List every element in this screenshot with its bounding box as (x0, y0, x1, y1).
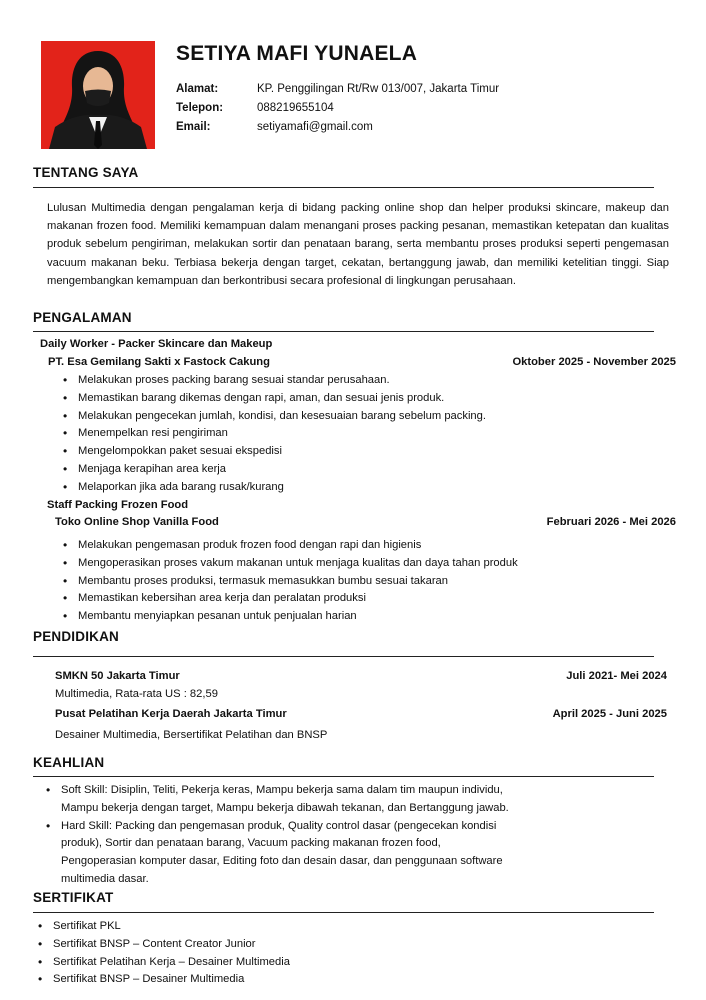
job-company: PT. Esa Gemilang Sakti x Fastock Cakung (48, 356, 270, 368)
list-item: • Memastikan kebersihan area kerja dan peralatan produksi (63, 590, 518, 608)
job-role: Daily Worker - Packer Skincare dan Makeup (40, 338, 273, 350)
list-item: • Melaporkan jika ada barang rusak/kurang (63, 479, 486, 497)
soft-skills-item (46, 782, 509, 818)
about-text: Lulusan Multimedia dengan pengalaman kerja di bidang packing online shop dan helper produksi skincare, makeup dan makanan frozen food. Memiliki kemampuan dalam menangani proses packing pesanan, memastikan ketepatan dan kualitas produk sebelum pengiriman, melakukan sortir dan penataan barang, serta membantu proses produksi seperti pengemasan vacuum makanan beku. Terbiasa bekerja dengan target, cekatan, bertanggung jawab, dan memiliki ketelitian tinggi. Siap mengembangkan kemampuan dan berkontribusi secara profesional di lingkungan perusahaan. (47, 202, 669, 287)
job-period: Oktober 2025 - November 2025 (512, 356, 676, 368)
hard-skills-line: • Hard Skill: Packing dan pengemasan produk, Quality control dasar (pengecekan kondisi (61, 819, 497, 832)
list-item: • Melakukan proses packing barang sesuai standar perusahaan. (63, 372, 486, 390)
school-period: Juli 2021- Mei 2024 (566, 670, 667, 682)
email-label: Email: (176, 121, 211, 133)
soft-skills-line: • Soft Skill: Disiplin, Teliti, Pekerja keras, Mampu bekerja sama dalam tim maupun individu, (61, 784, 503, 796)
list-item: • Memastikan barang dikemas dengan rapi, aman, dan sesuai jenis produk. (63, 390, 486, 408)
school-name: Pusat Pelatihan Kerja Daerah Jakarta Timur (55, 708, 287, 720)
email-value: setiyamafi@gmail.com (257, 121, 373, 133)
hard-skills-item (46, 818, 509, 889)
school-detail: Multimedia, Rata-rata US : 82,59 (55, 688, 218, 700)
education-divider (33, 656, 654, 657)
education-heading: PENDIDIKAN (33, 629, 120, 644)
school-period: April 2025 - Juni 2025 (552, 708, 667, 720)
experience-divider (33, 331, 654, 332)
list-item: • Mengoperasikan proses vakum makanan untuk menjaga kualitas dan daya tahan produk (63, 555, 518, 573)
phone-value: 088219655104 (257, 102, 334, 114)
phone-label: Telepon: (176, 102, 224, 114)
list-item: • Menempelkan resi pengiriman (63, 425, 486, 443)
hard-skills-line: produk), Sortir dan penataan barang, Vacuum packing makanan frozen food, (61, 837, 441, 850)
list-item: • Melakukan pengemasan produk frozen food dengan rapi dan higienis (63, 537, 518, 555)
list-item: • Membantu proses produksi, termasuk memasukkan bumbu sesuai takaran (63, 573, 518, 591)
certificates-list (38, 918, 290, 989)
certificates-divider (33, 912, 654, 913)
list-item: • Membantu menyiapkan pesanan untuk penjualan harian (63, 608, 518, 626)
contact-block (176, 80, 499, 137)
job-role: Staff Packing Frozen Food (47, 499, 189, 511)
skills-list (46, 782, 509, 889)
list-item: • Sertifikat PKL (38, 918, 290, 936)
list-item: • Mengelompokkan paket sesuai ekspedisi (63, 443, 486, 461)
list-item: • Sertifikat BNSP – Desainer Multimedia (38, 971, 290, 989)
job-company: Toko Online Shop Vanilla Food (55, 516, 219, 528)
certificates-heading: SERTIFIKAT (33, 890, 114, 905)
address-value: KP. Penggilingan Rt/Rw 013/007, Jakarta Timur (257, 83, 500, 95)
list-item: • Melakukan pengecekan jumlah, kondisi, dan kesesuaian barang sebelum packing. (63, 408, 486, 426)
skills-heading: KEAHLIAN (33, 755, 105, 770)
about-heading: TENTANG SAYA (33, 165, 139, 180)
hard-skills-line: Pengoperasian komputer dasar, Editing foto dan desain dasar, dan penggunaan software (61, 855, 503, 868)
hard-skills-line: multimedia dasar. (61, 872, 149, 885)
address-label: Alamat: (176, 83, 219, 95)
experience-heading: PENGALAMAN (33, 310, 132, 325)
profile-photo (41, 41, 155, 149)
list-item: • Sertifikat Pelatihan Kerja – Desainer Multimedia (38, 954, 290, 972)
school-detail: Desainer Multimedia, Bersertifikat Pelatihan dan BNSP (55, 729, 328, 741)
candidate-name: SETIYA MAFI YUNAELA (176, 42, 418, 65)
job-period: Februari 2026 - Mei 2026 (546, 516, 676, 528)
soft-skills-line: Mampu bekerja dengan target, Mampu bekerja dibawah tekanan, dan Bertanggung jawab. (61, 801, 509, 814)
address-row (176, 80, 499, 99)
job-duties-list (63, 372, 486, 497)
list-item: • Sertifikat BNSP – Content Creator Junior (38, 936, 290, 954)
list-item: • Menjaga kerapihan area kerja (63, 461, 486, 479)
job-duties-list (63, 537, 518, 626)
about-divider (33, 187, 654, 188)
skills-divider (33, 776, 654, 777)
phone-row (176, 99, 499, 118)
school-name: SMKN 50 Jakarta Timur (55, 670, 180, 682)
email-row (176, 118, 499, 137)
